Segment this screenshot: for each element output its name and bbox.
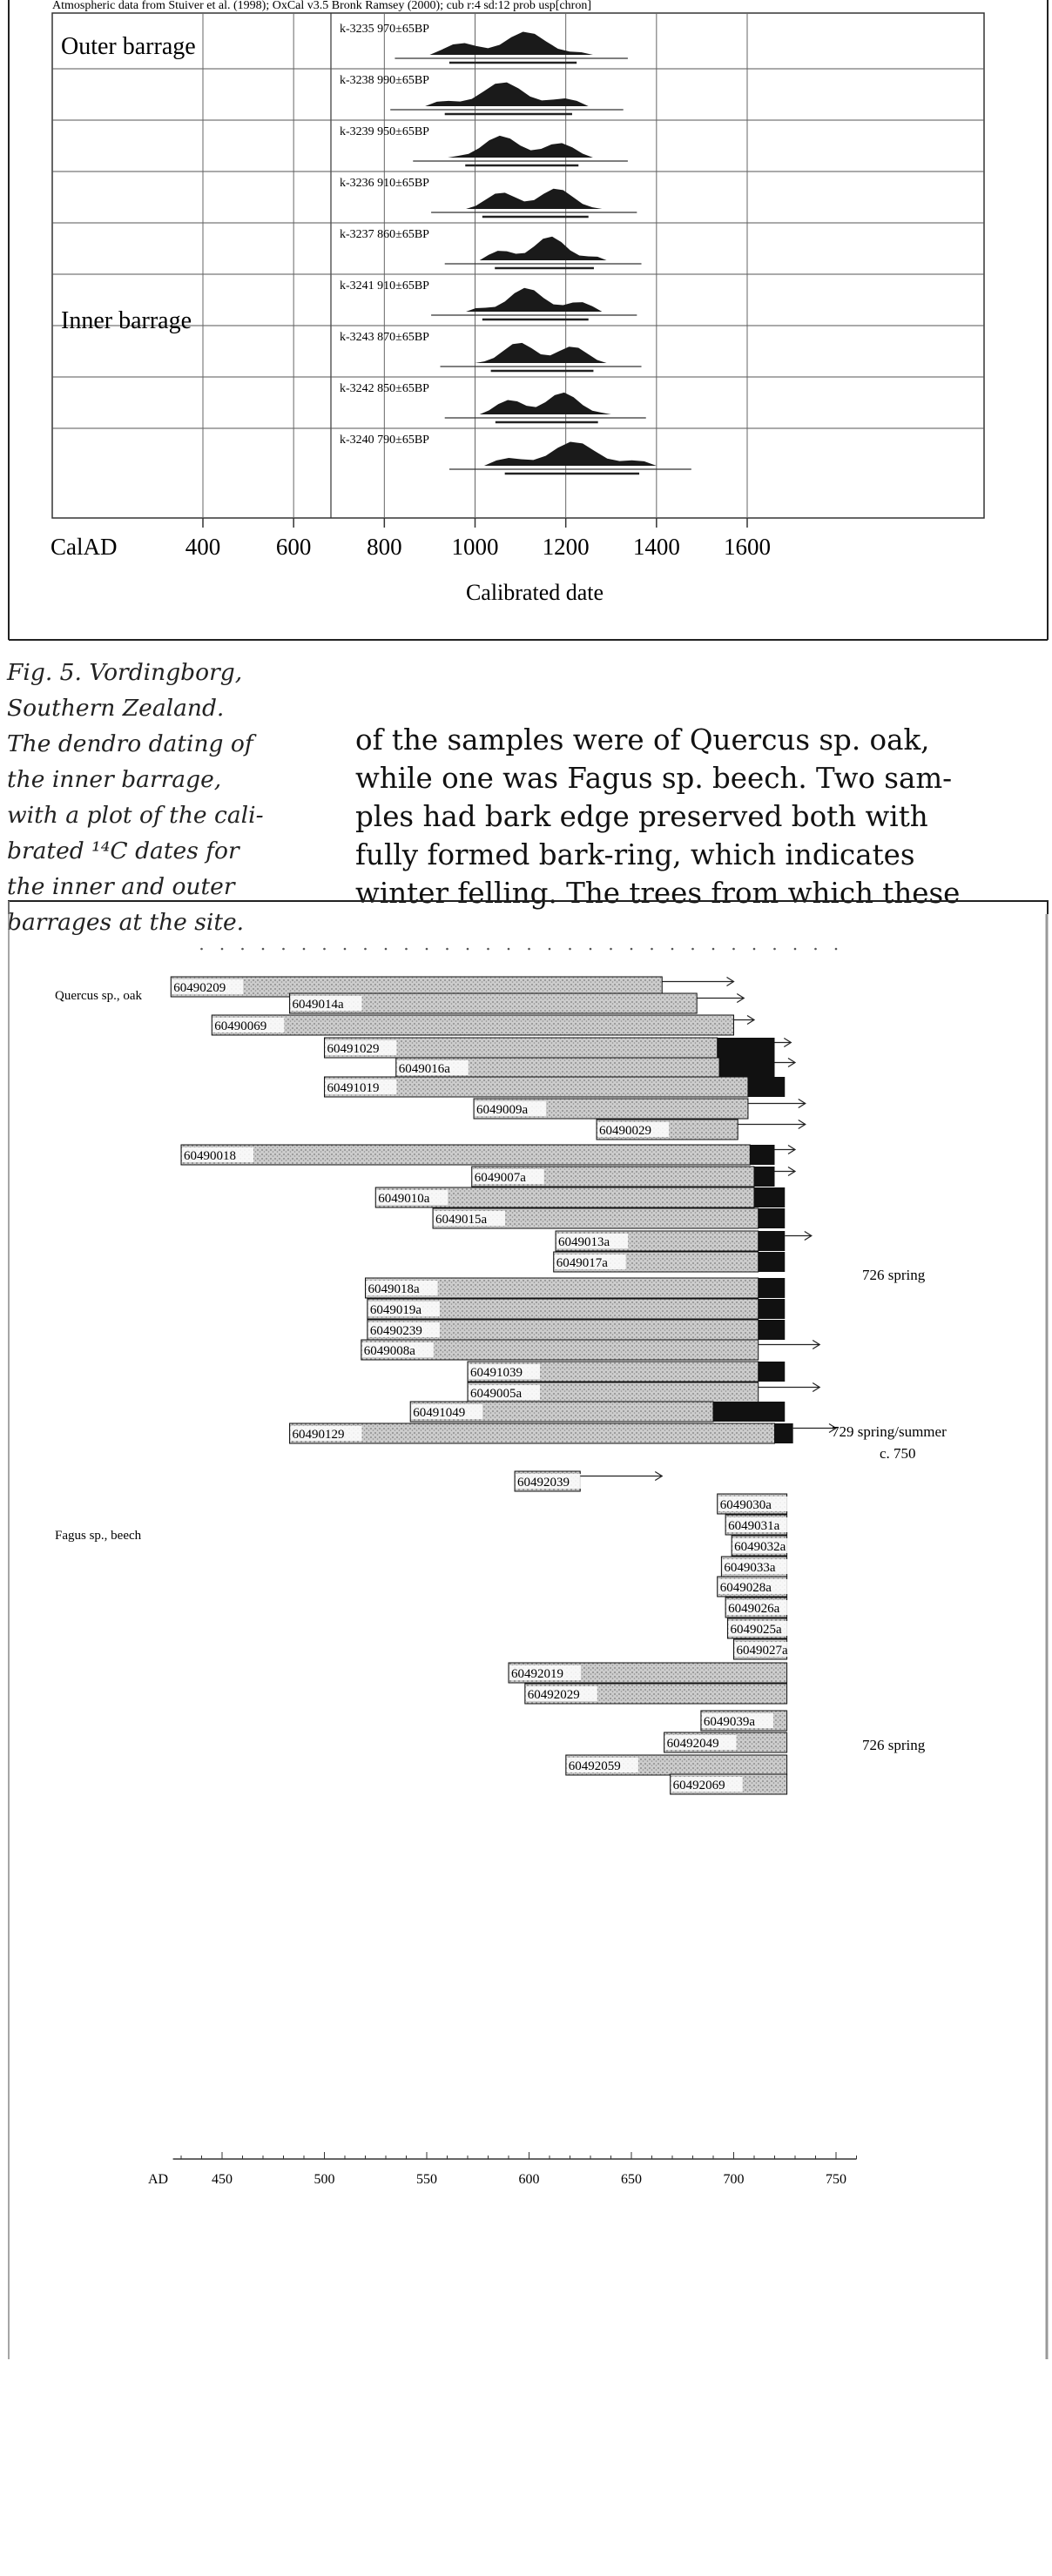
scale-dot: [323, 948, 326, 951]
x-tick-label: 600: [275, 534, 312, 560]
x-tick-label: 700: [723, 2172, 745, 2187]
sapwood-bar: [759, 1362, 786, 1382]
bar-id-label: 6049008a: [363, 1344, 415, 1358]
caption-line: the inner barrage,: [7, 766, 222, 793]
sapwood-bar: [759, 1278, 786, 1298]
body-line: winter felling. The trees from which these: [355, 877, 961, 910]
bar-id-label: 60490209: [173, 981, 226, 995]
heartwood-bar: [290, 1423, 775, 1443]
scale-dot: [282, 948, 285, 951]
sapwood-bar: [754, 1187, 785, 1207]
tree-ring-bars: [171, 977, 836, 1794]
bar-id-label: 60490129: [292, 1428, 345, 1442]
caption-line: brated ¹⁴C dates for: [7, 837, 239, 864]
sapwood-bar: [775, 1423, 793, 1443]
sapwood-bar: [754, 1167, 775, 1187]
bar-id-label: 6049019a: [369, 1303, 422, 1317]
scale-dot: [590, 948, 592, 951]
x-tick-label: 1000: [451, 534, 499, 560]
body-line: while one was Fagus sp. beech. Two sam-: [355, 762, 953, 795]
bar-id-label: 6049025a: [730, 1623, 782, 1637]
caption-line: The dendro dating of: [7, 730, 253, 757]
x-tick-label: 600: [518, 2172, 540, 2187]
bar-id-label: 60491029: [327, 1042, 380, 1056]
sample-label: k-3243 870±65BP: [340, 331, 429, 344]
scale-dot: [569, 948, 571, 951]
sample-label: k-3237 860±65BP: [340, 228, 429, 241]
bar-id-label: 60492049: [666, 1737, 719, 1751]
bar-id-label: 60492019: [511, 1667, 563, 1681]
sapwood-bar: [759, 1231, 786, 1251]
caption-line: barrages at the site.: [7, 909, 245, 936]
bar-id-label: 6049026a: [728, 1602, 780, 1616]
scale-dot: [262, 948, 265, 951]
scale-dot: [631, 948, 633, 951]
dendro-figure: [0, 879, 1052, 2359]
scale-dot: [835, 948, 838, 951]
bar-id-label: 60490018: [184, 1149, 236, 1163]
probability-distribution: [466, 288, 602, 312]
sapwood-bar: [759, 1320, 786, 1340]
bar-id-label: 6049016a: [398, 1062, 450, 1076]
bar-id-label: 6049009a: [476, 1103, 529, 1117]
scale-dot: [405, 948, 408, 951]
figure-header: Atmospheric data from Stuiver et al. (1998); OxCal v3.5 Bronk Ramsey (2000); cub r:4 sd:12 prob usp[chron]: [52, 0, 591, 12]
scale-dot: [344, 948, 347, 951]
scale-dot: [651, 948, 653, 951]
caption-line: Fig. 5. Vordingborg,: [7, 659, 243, 686]
bar-id-label: 6049015a: [435, 1213, 488, 1227]
top-scale-dots: [200, 948, 837, 951]
probability-distribution: [480, 393, 611, 414]
bar-id-label: 60490029: [599, 1124, 652, 1138]
scale-dot: [610, 948, 612, 951]
scale-dot: [814, 948, 817, 951]
probability-distribution: [448, 136, 593, 158]
x-tick-label: 500: [314, 2172, 335, 2187]
bar-id-label: 6049005a: [470, 1387, 523, 1401]
scale-dot: [426, 948, 428, 951]
group-label-outer: Outer barrage: [61, 33, 196, 60]
scale-dot: [753, 948, 756, 951]
x-tick-label: 1400: [632, 534, 680, 560]
annotation-726-spring: 726 spring: [862, 1267, 926, 1283]
scale-dot: [487, 948, 489, 951]
sapwood-bar: [718, 1038, 775, 1058]
sapwood-bar: [759, 1208, 786, 1228]
annotation-c-750: c. 750: [880, 1445, 916, 1462]
scale-dot: [794, 948, 797, 951]
scale-dot: [241, 948, 244, 951]
annotation-726-spring-beech: 726 spring: [862, 1737, 926, 1753]
body-line: of the samples were of Quercus sp. oak,: [355, 723, 930, 757]
x-tick-label: 450: [212, 2172, 233, 2187]
x-tick-label: 750: [826, 2172, 846, 2187]
caption-line: Southern Zealand.: [7, 695, 225, 722]
bar-id-label: 60492039: [517, 1476, 570, 1490]
x-tick-label: 550: [416, 2172, 437, 2187]
body-line: ples had bark edge preserved both with: [355, 800, 928, 833]
sapwood-bar: [713, 1402, 785, 1422]
scale-dot: [773, 948, 776, 951]
heartwood-bar: [212, 1015, 733, 1035]
scale-dot: [200, 948, 203, 951]
sample-label: k-3239 950±65BP: [340, 125, 429, 138]
x-axis: [173, 2152, 857, 2187]
bar-id-label: 60491019: [327, 1081, 380, 1095]
sample-label: k-3235 970±65BP: [340, 23, 429, 36]
heartwood-bar: [181, 1145, 750, 1165]
bar-id-label: 6049014a: [292, 998, 344, 1012]
axis-prefix: AD: [148, 2172, 169, 2187]
bar-id-label: 6049013a: [558, 1235, 610, 1249]
sample-label: k-3236 910±65BP: [340, 177, 429, 190]
bar-id-label: 60491049: [413, 1406, 466, 1420]
annotation-729-spring-summer: 729 spring/summer: [832, 1423, 947, 1440]
scale-dot: [528, 948, 530, 951]
sample-label: k-3241 910±65BP: [340, 279, 429, 293]
bar-id-label: 60492059: [568, 1759, 621, 1773]
probability-distribution: [429, 32, 593, 55]
x-tick-label: 1600: [724, 534, 771, 560]
scale-dot: [508, 948, 510, 951]
scale-dot: [385, 948, 388, 951]
bar-id-label: 6049017a: [556, 1256, 608, 1270]
scale-dot: [467, 948, 469, 951]
scale-dot: [446, 948, 448, 951]
bar-id-label: 60490239: [369, 1324, 422, 1338]
body-line: fully formed bark-ring, which indicates: [355, 838, 915, 871]
scale-dot: [364, 948, 367, 951]
probability-distribution: [475, 343, 607, 363]
bar-id-label: 6049031a: [728, 1519, 780, 1533]
sample-rows: [340, 23, 691, 474]
bar-id-label: 6049028a: [719, 1581, 772, 1595]
caption-line: the inner and outer: [7, 873, 235, 900]
sample-label: k-3240 790±65BP: [340, 434, 429, 447]
probability-distribution: [466, 189, 602, 209]
bar-id-label: 6049027a: [736, 1644, 788, 1658]
bar-id-label: 60491039: [470, 1366, 523, 1380]
x-tick-label: 1200: [542, 534, 590, 560]
sapwood-bar: [748, 1077, 785, 1097]
species-label-oak: Quercus sp., oak: [55, 989, 142, 1003]
caption-line: with a plot of the cali-: [7, 802, 264, 829]
probability-distribution: [480, 237, 607, 260]
scale-dot: [691, 948, 694, 951]
scale-dot: [671, 948, 674, 951]
bar-id-label: 6049032a: [734, 1540, 786, 1554]
scale-dot: [221, 948, 224, 951]
bar-id-label: 6049033a: [724, 1561, 776, 1575]
scale-dot: [732, 948, 735, 951]
bar-id-label: 60492069: [672, 1779, 725, 1792]
group-label-inner: Inner barrage: [61, 307, 192, 334]
x-tick-label: 800: [367, 534, 402, 560]
bar-id-label: 6049039a: [703, 1715, 756, 1729]
scale-dot: [712, 948, 715, 951]
scale-dot: [549, 948, 551, 951]
bar-id-label: 6049010a: [378, 1192, 430, 1206]
x-tick-label: 400: [185, 534, 221, 560]
x-axis: [185, 518, 771, 560]
axis-prefix: CalAD: [51, 534, 118, 560]
bar-id-label: 6049007a: [474, 1171, 526, 1185]
sapwood-bar: [750, 1145, 774, 1165]
bar-id-label: 60492029: [527, 1688, 580, 1702]
scale-dot: [303, 948, 306, 951]
x-tick-label: 650: [621, 2172, 642, 2187]
sample-label: k-3242 850±65BP: [340, 382, 429, 395]
bar-id-label: 6049018a: [368, 1282, 420, 1296]
sapwood-bar: [759, 1252, 786, 1272]
bar-id-label: 60490069: [214, 1019, 267, 1033]
sample-label: k-3238 990±65BP: [340, 74, 429, 87]
calibration-figure: [0, 0, 1052, 644]
sapwood-bar: [719, 1058, 774, 1078]
sapwood-bar: [759, 1299, 786, 1319]
probability-distribution: [425, 83, 588, 106]
species-label-beech: Fagus sp., beech: [55, 1529, 142, 1543]
x-axis-label: Calibrated date: [465, 580, 604, 605]
bar-id-label: 6049030a: [719, 1498, 772, 1512]
probability-distribution: [484, 441, 657, 466]
